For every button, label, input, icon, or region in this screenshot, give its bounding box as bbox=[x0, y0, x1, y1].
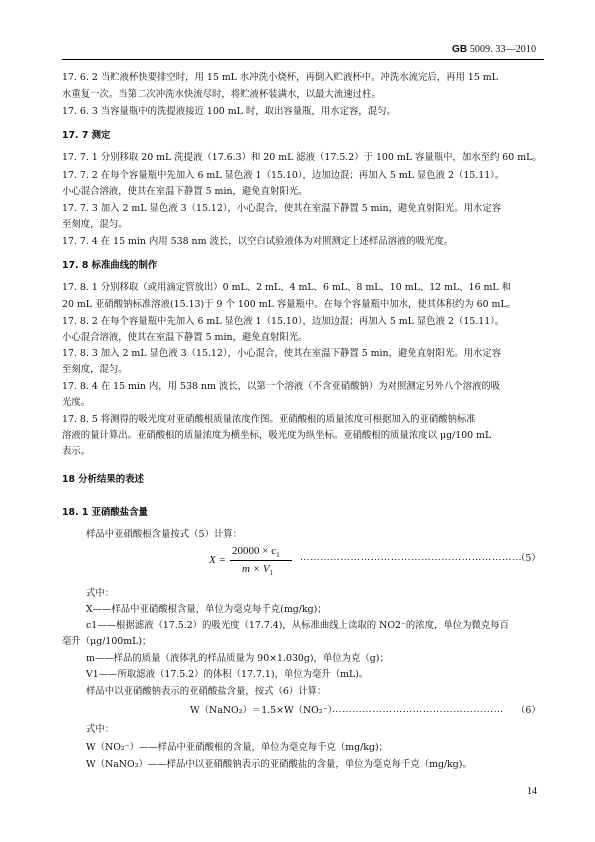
clause-17-7-2-line2: 小心混合溶液，使其在室温下静置 5 min，避免直射阳光。 bbox=[62, 186, 308, 197]
formula-5-denominator: $m \times V_1$ bbox=[242, 563, 274, 578]
standard-code: GB 5009. 33—2010 bbox=[452, 44, 537, 55]
def-W-NaNO2: W（NaNO₂）——样品中以亚硝酸钠表示的亚硝酸盐的含量，单位为毫克每千克（mg/kg)。 bbox=[86, 759, 472, 770]
clause-17-6-3: 17. 6. 3 当容量瓶中的洗提液接近 100 mL 时，取出容量瓶，用水定容，混匀。 bbox=[62, 106, 396, 117]
def-c1: c1——根据滤液（17.5.2）的吸光度（17.7.4)，从标准曲线上读取的 NO2⁻的浓度，单位为微克每百 bbox=[86, 620, 510, 631]
clause-17-8-3-line1: 17. 8. 3 加入 2 mL 显色液 3（15.12），小心混合，使其在室温下静置 5 min，避免直射阳光。用水定容 bbox=[62, 348, 502, 359]
formula-5-leader: ………………………………………………………… bbox=[300, 553, 523, 563]
formula-5-number: （5） bbox=[516, 553, 541, 564]
where-label-1: 式中： bbox=[86, 588, 115, 599]
page-number: 14 bbox=[527, 786, 537, 797]
fraction-bar bbox=[230, 560, 292, 561]
clause-17-8-1-line2: 20 mL 亚硝酸钠标准溶液(15.13)于 9 个 100 mL 容量瓶中。在每个容量瓶中加水，使其体积约为 60 mL。 bbox=[62, 299, 517, 310]
def-m: m——样品的质量（液体乳的样品质量为 90×1.030g)，单位为克（g)； bbox=[86, 653, 389, 664]
def-X: X——样品中亚硝酸根含量，单位为毫克每千克(mg/kg)； bbox=[86, 604, 327, 615]
header-rule bbox=[62, 59, 544, 60]
clause-17-8-2-line2: 小心混合溶液，使其在室温下静置 5 min，避免直射阳光。 bbox=[62, 332, 308, 343]
formula-5-lhs: X = bbox=[209, 554, 226, 566]
heading-18: 18 分析结果的表述 bbox=[62, 474, 144, 485]
clause-17-7-3-line1: 17. 7. 3 加入 2 mL 显色液 3（15.12），小心混合，使其在室温下静置 5 min，避免直射阳光。用水定容 bbox=[62, 203, 502, 214]
clause-17-8-2-line1: 17. 8. 2 在每个容量瓶中先加入 6 mL 显色液 1（15.10），边加边混；再加入 5 mL 显色液 2（15.11）。 bbox=[62, 316, 505, 327]
where-label-2: 式中： bbox=[86, 724, 115, 735]
heading-18-1: 18. 1 亚硝酸盐含量 bbox=[62, 507, 148, 518]
clause-17-7-2-line1: 17. 7. 2 在每个容量瓶中先加入 6 mL 显色液 1（15.10），边加边混；再加入 5 mL 显色液 2（15.11）。 bbox=[62, 170, 505, 181]
clause-17-7-4: 17. 7. 4 在 15 min 内用 538 nm 波长，以空白试验液体为对照测定上述样品溶液的吸光度。 bbox=[62, 236, 454, 247]
clause-17-8-1-line1: 17. 8. 1 分别移取（或用滴定管放出）0 mL、2 mL、4 mL、6 mL、8 mL、10 mL、12 mL、16 mL 和 bbox=[62, 282, 511, 293]
clause-17-7-3-line2: 至刻度，混匀。 bbox=[62, 219, 128, 230]
def-V1: V1——所取滤液（17.5.2）的体积（17.7.1)，单位为毫升（mL)。 bbox=[86, 669, 369, 680]
calc-intro-6: 样品中以亚硝酸钠表示的亚硝酸盐含量，按式（6）计算： bbox=[86, 686, 327, 697]
formula-6-leader: …………………………………………… bbox=[332, 705, 504, 715]
formula-6: W（NaNO₂）＝1.5×W（NO₂⁻） bbox=[190, 705, 337, 716]
clause-17-7-1: 17. 7. 1 分别移取 20 mL 洗提液（17.6.3）和 20 mL 滤液（17.5.2）于 100 mL 容量瓶中，加水至约 60 mL。 bbox=[62, 152, 542, 163]
heading-17-8: 17. 8 标准曲线的制作 bbox=[62, 260, 158, 271]
def-c1-cont: 毫升（μg/100mL)； bbox=[62, 636, 152, 647]
calc-intro-5: 样品中亚硝酸根含量按式（5）计算： bbox=[86, 529, 242, 540]
clause-17-6-2-line1: 17. 6. 2 当贮液杯快要排空时，用 15 mL 水冲洗小烧杯，再倒入贮液杯中。冲洗水流完后，再用 15 mL bbox=[62, 72, 498, 83]
clause-17-8-3-line2: 至刻度，混匀。 bbox=[62, 364, 128, 375]
def-W-NO2: W（NO₂⁻）——样品中亚硝酸根的含量，单位为毫克每千克（mg/kg)； bbox=[86, 742, 388, 753]
clause-17-6-2-line2: 水重复一次。当第二次冲洗水快流尽时，将贮液杯装满水，以最大流速过柱。 bbox=[62, 89, 381, 100]
clause-17-8-4-line1: 17. 8. 4 在 15 min 内，用 538 nm 波长，以第一个溶液（不含亚硝酸钠）为对照测定另外八个溶液的吸 bbox=[62, 381, 501, 392]
formula-6-number: （6） bbox=[516, 705, 541, 716]
formula-5-numerator: $20000 \times c_1$ bbox=[232, 545, 280, 560]
clause-17-8-5-line3: 表示。 bbox=[62, 446, 91, 457]
clause-17-8-5-line1: 17. 8. 5 将测得的吸光度对亚硝酸根质量浓度作图。亚硝酸根的质量浓度可根据加入的亚硝酸钠标准 bbox=[62, 414, 476, 425]
clause-17-8-4-line2: 光度。 bbox=[62, 397, 91, 408]
heading-17-7: 17. 7 测定 bbox=[62, 130, 111, 141]
clause-17-8-5-line2: 溶液的量计算出。亚硝酸根的质量浓度为横坐标，吸光度为纵坐标。亚硝酸根的质量浓度以 μg/100 mL bbox=[62, 430, 492, 441]
